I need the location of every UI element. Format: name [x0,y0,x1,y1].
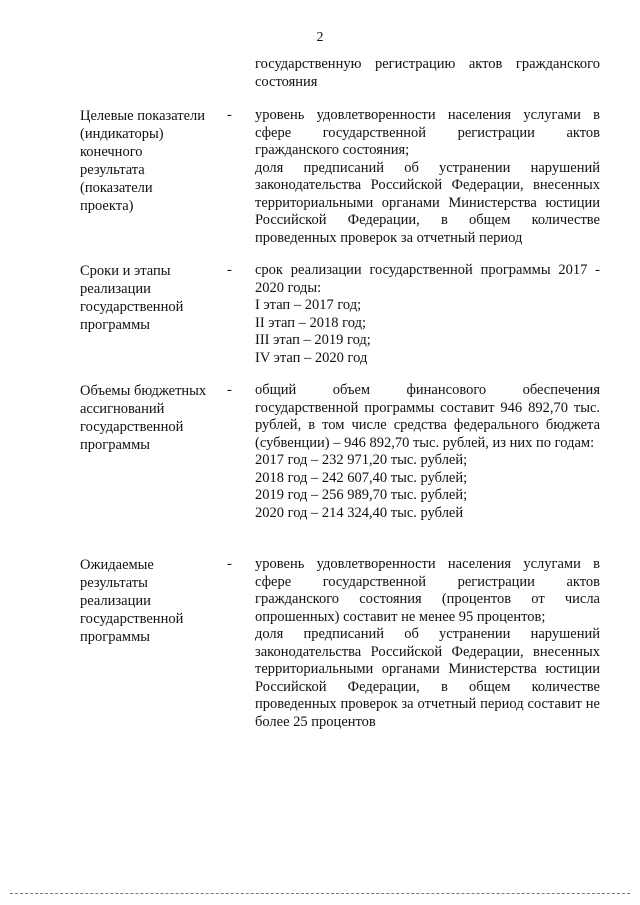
row-dash: - [227,107,232,123]
row-label-line: государственной [80,299,184,315]
row-label-line: (показатели [80,180,153,196]
row-label-line: государственной [80,419,184,435]
page-number: 2 [316,30,324,45]
stage-line: IV этап – 2020 год [255,349,368,366]
row-dash: - [227,556,232,572]
row-label-line: программы [80,437,150,453]
row-label [80,107,220,215]
row-content [255,262,600,367]
row-label-line: государственной [80,611,184,627]
row-content [255,382,600,522]
row-paragraph: доля предписаний об устранении нарушений законодательства Российской Федерации, внесенных территориальными органами Министерства юстиции Российской Федерации, в общем количестве проведенных проверок за отчетный период составит не более 25 процентов [255,626,600,730]
continuation-text: государственную регистрацию актов гражданского состояния [255,56,600,90]
row-label-line: Целевые показатели [80,108,206,124]
row-label-line: результаты [80,575,148,591]
row-dash: - [227,262,232,278]
row-label-line: реализации [80,593,151,609]
budget-year-line: 2020 год – 214 324,40 тыс. рублей [255,504,464,521]
stage-line: II этап – 2018 год; [255,314,366,331]
row-content [255,107,600,247]
row-label-line: программы [80,629,150,645]
footer-scan-line [10,893,630,894]
row-label [80,382,220,454]
row-content [255,556,600,731]
row-dash: - [227,382,232,398]
row-label-line: конечного [80,144,143,160]
row-label-line: (индикаторы) [80,126,164,142]
budget-year-line: 2018 год – 242 607,40 тыс. рублей; [255,469,468,486]
row-label-line: программы [80,317,150,333]
row-paragraph: общий объем финансового обеспечения государственной программы составит 946 892,70 тыс. рублей, в том числе средства федерального бюджета (субвенции) – 946 892,70 тыс. рублей, из них по годам: [255,382,600,451]
row-paragraph: уровень удовлетворенности населения услугами в сфере государственной регистрации актов гражданского состояния; [255,107,600,158]
stage-line: III этап – 2019 год; [255,332,371,348]
row-label [80,556,220,646]
budget-year-line: 2017 год – 232 971,20 тыс. рублей; [255,452,468,468]
row-label-line: ассигнований [80,401,165,417]
row-label-line: проекта) [80,198,134,214]
row-label-line: Сроки и этапы [80,263,171,279]
row-label-line: Объемы бюджетных [80,383,207,399]
row-label [80,262,220,334]
row-paragraph: срок реализации государственной программы 2017 - 2020 годы: [255,262,600,296]
row-paragraph: доля предписаний об устранении нарушений законодательства Российской Федерации, внесенных территориальными органами Министерства юстиции Российской Федерации, в общем количестве проведенных проверок за отчетный период [255,159,600,246]
row-paragraph: уровень удовлетворенности населения услугами в сфере государственной регистрации актов гражданского состояния (процентов от числа опрошенных) составит не менее 95 процентов; [255,556,600,625]
budget-year-line: 2019 год – 256 989,70 тыс. рублей; [255,487,468,503]
row-label-line: Ожидаемые [80,557,154,573]
stage-line: I этап – 2017 год; [255,297,362,313]
row-label-line: результата [80,162,145,178]
row-label-line: реализации [80,281,151,297]
